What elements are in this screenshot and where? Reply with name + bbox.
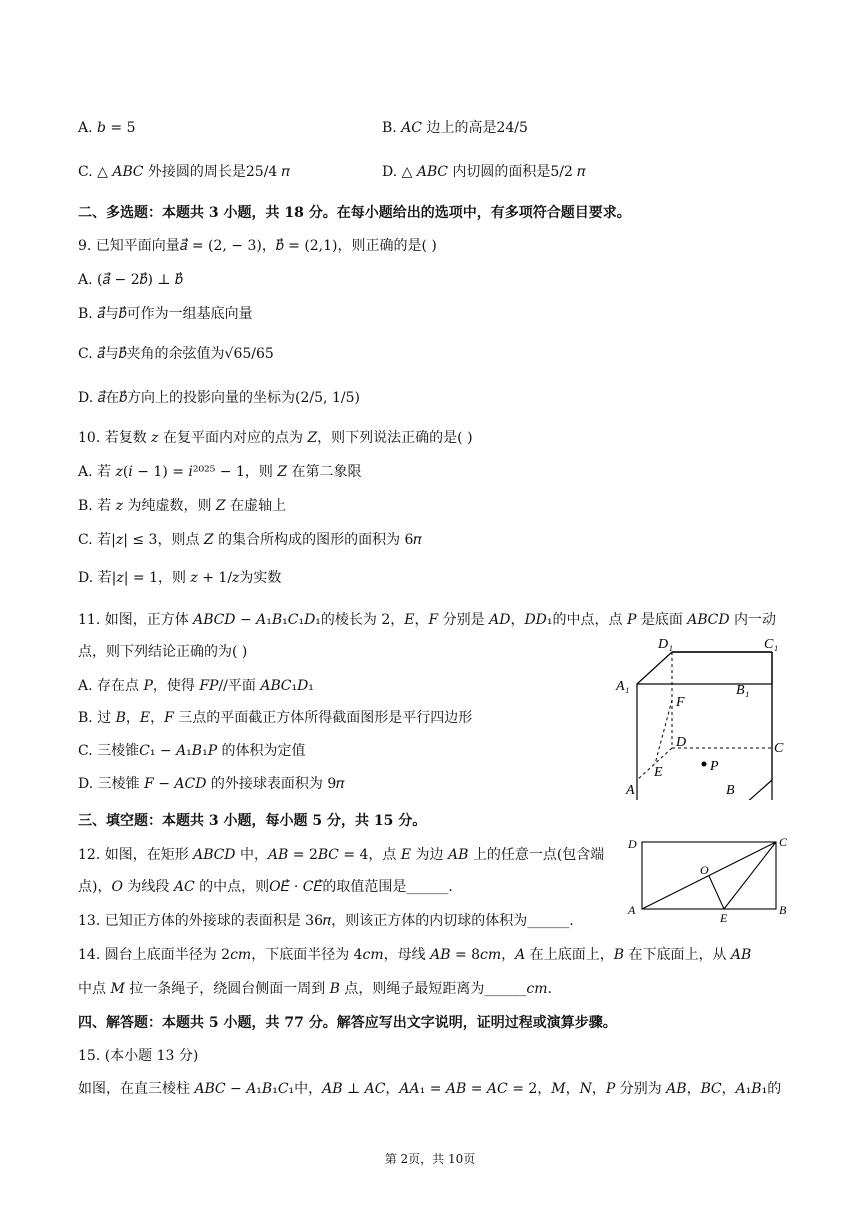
rect-label-c: C — [779, 835, 788, 849]
q11-option-c: C. 三棱锥𝐶₁ − 𝐴₁𝐵₁𝑃 的体积为定值 — [78, 743, 306, 759]
q10-option-b: B. 若 𝑧 为纯虚数，则 𝑍 在虚轴上 — [78, 498, 287, 514]
q11-stem-line1: 11. 如图，正方体 𝐴𝐵𝐶𝐷 − 𝐴₁𝐵₁𝐶₁𝐷₁的棱长为 2，𝐸，𝐹 分别是 𝐴𝐷，𝐷𝐷₁的中点，点 𝑃 是底面 𝐴𝐵𝐶𝐷 内一动 — [78, 612, 777, 628]
rect-label-d: D — [628, 837, 637, 851]
label-f: F — [676, 695, 685, 710]
section-heading-multiple-choice: 二、多选题：本题共 3 小题，共 18 分。在每小题给出的选项中，有多项符合题目要求。 — [78, 205, 631, 221]
label-e: E — [654, 765, 663, 780]
q15-line1: 如图，在直三棱柱 𝐴𝐵𝐶 − 𝐴₁𝐵₁𝐶₁中，𝐴𝐵 ⊥ 𝐴𝐶，𝐴𝐴₁ = 𝐴𝐵 = 𝐴𝐶 = 2，𝑀，𝑁，𝑃 分别为 𝐴𝐵，𝐵𝐶，𝐴₁𝐵₁的 — [78, 1081, 782, 1097]
q14-line1: 14. 圆台上底面半径为 2𝑐𝑚，下底面半径为 4𝑐𝑚，母线 𝐴𝐵 = 8𝑐𝑚，𝐴 在上底面上，𝐵 在下底面上，从 𝐴𝐵 — [78, 947, 752, 963]
q9-option-b: B. 𝑎⃗与𝑏⃗可作为一组基底向量 — [78, 306, 253, 322]
q12-line2: 点)，𝑂 为线段 𝐴𝐶 的中点，则𝑂𝐸⃗ · 𝐶𝐸⃗的取值范围是______. — [78, 879, 453, 895]
q15-title: 15. (本小题 13 分) — [78, 1048, 199, 1064]
q12-line1: 12. 如图，在矩形 𝐴𝐵𝐶𝐷 中，𝐴𝐵 = 2𝐵𝐶 = 4，点 𝐸 为边 𝐴𝐵 上的任意一点(包含端 — [78, 847, 605, 863]
q9-option-d: D. 𝑎⃗在𝑏⃗方向上的投影向量的坐标为(2/5, 1/5) — [78, 390, 360, 406]
page-footer: 第 2页，共 10页 — [384, 1152, 476, 1166]
section-heading-fill-in: 三、填空题：本题共 3 小题，每小题 5 分，共 15 分。 — [78, 813, 427, 829]
q10-stem: 10. 若复数 𝑧 在复平面内对应的点为 𝑍，则下列说法正确的是( ) — [78, 430, 473, 446]
q11-option-d: D. 三棱锥 𝐹 − 𝐴𝐶𝐷 的外接球表面积为 9𝜋 — [78, 776, 345, 792]
q11-option-b: B. 过 𝐵，𝐸，𝐹 三点的平面截正方体所得截面图形是平行四边形 — [78, 710, 473, 726]
label-d1: D₁ — [658, 637, 673, 652]
label-p: P — [710, 759, 719, 774]
q9-option-a: A. (𝑎⃗ − 2𝑏⃗) ⊥ 𝑏⃗ — [78, 272, 183, 288]
rect-label-b: B — [779, 903, 787, 917]
q14-line2: 中点 𝑀 拉一条绳子，绕圆台侧面一周到 𝐵 点，则绳子最短距离为______𝑐𝑚. — [78, 981, 552, 997]
label-c: C — [774, 741, 784, 756]
q10-option-d: D. 若|𝑧| = 1，则 𝑧 + 1/𝑧为实数 — [78, 570, 282, 586]
rectangle-figure — [620, 832, 795, 922]
label-c1: C₁ — [764, 637, 779, 652]
rect-label-a: A — [628, 903, 636, 917]
section-heading-answers: 四、解答题：本题共 5 小题，共 77 分。解答应写出文字说明，证明过程或演算步骤。 — [78, 1015, 617, 1031]
label-a: A — [626, 783, 635, 798]
q9-stem: 9. 已知平面向量𝑎⃗ = (2, − 3)，𝑏⃗ = (2,1)，则正确的是( ) — [78, 238, 437, 254]
label-d: D — [676, 735, 687, 750]
q11-option-a: A. 存在点 𝑃，使得 𝐹𝑃//平面 𝐴𝐵𝐶₁𝐷₁ — [78, 678, 314, 694]
label-b: B — [726, 783, 735, 798]
label-a1: A₁ — [616, 679, 630, 694]
q8-option-b: B. 𝐴𝐶 边上的高是24/5 — [382, 120, 528, 136]
q13: 13. 已知正方体的外接球的表面积是 36𝜋，则该正方体的内切球的体积为______. — [78, 913, 574, 929]
rect-label-o: O — [700, 863, 709, 877]
q10-option-c: C. 若|𝑧| ≤ 3，则点 𝑍 的集合所构成的图形的面积为 6𝜋 — [78, 532, 422, 548]
rect-label-e: E — [720, 911, 728, 922]
cube-figure — [612, 632, 792, 800]
point-p-marker — [702, 762, 707, 767]
label-b1: B₁ — [736, 683, 750, 698]
q8-option-a: A. 𝑏 = 5 — [78, 120, 136, 136]
q10-option-a: A. 若 𝑧(𝑖 − 1) = 𝑖²⁰²⁵ − 1，则 𝑍 在第二象限 — [78, 464, 362, 480]
q8-option-c: C. △ 𝐴𝐵𝐶 外接圆的周长是25/4 𝜋 — [78, 164, 291, 180]
q11-stem-line2: 点，则下列结论正确的为( ) — [78, 644, 248, 660]
q9-option-c: C. 𝑎⃗与𝑏⃗夹角的余弦值为√65/65 — [78, 346, 274, 362]
q8-option-d: D. △ 𝐴𝐵𝐶 内切圆的面积是5/2 𝜋 — [382, 164, 586, 180]
